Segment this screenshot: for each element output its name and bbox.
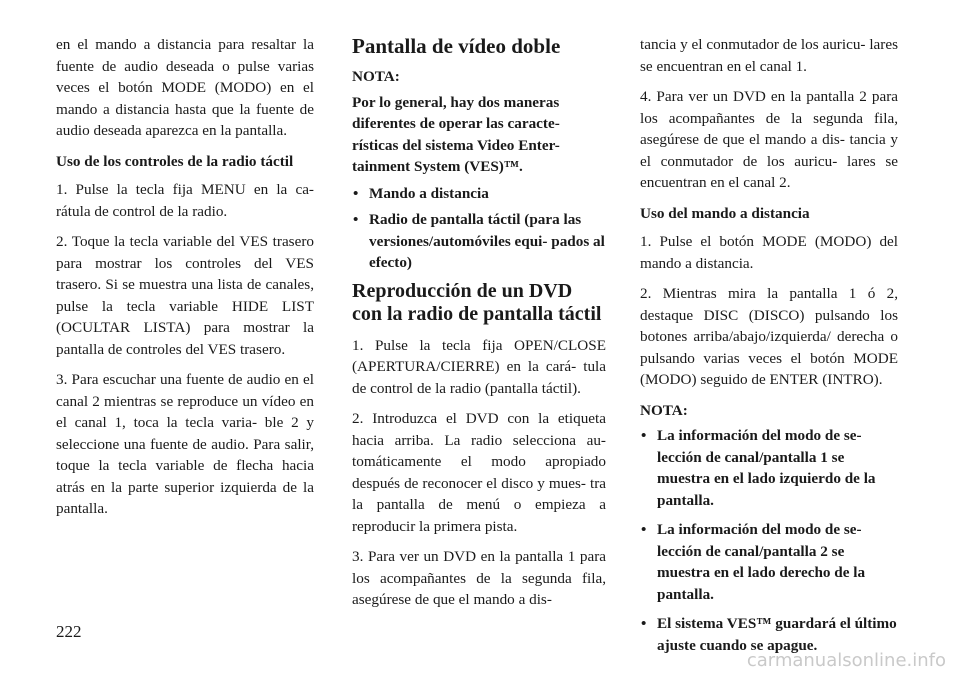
step-1: 1. Pulse la tecla fija OPEN/CLOSE (APERTURA/CIERRE) en la cará- tula de control de la radio (pantalla táctil). <box>352 336 606 397</box>
step-3: 3. Para ver un DVD en la pantalla 1 para los acompañantes de la segunda fila, asegúrese de que el mando a dis- <box>352 548 606 608</box>
step-1: 1. Pulse el botón MODE (MODO) del mando a distancia. <box>640 233 898 272</box>
bullet-item: • Radio de pantalla táctil (para las versiones/automóviles equi- pados al efecto) <box>352 209 606 274</box>
bullet-item: • La información del modo de se- lección de canal/pantalla 2 se muestra en el lado derecho de la pantalla. <box>640 519 898 605</box>
heading-dvd-playback: Reproducción de un DVD con la radio de pantalla táctil <box>352 279 602 325</box>
bullet-item: • Mando a distancia <box>352 183 606 205</box>
heading-dual-video: Pantalla de vídeo doble <box>352 34 561 58</box>
page-number: 222 <box>56 622 82 641</box>
bullet-list <box>640 425 898 656</box>
bullet-list <box>352 183 606 274</box>
step-2: 2. Toque la tecla variable del VES trasero para mostrar los controles del VES trasero. Si se muestra una lista de canales, pulse la tecla variable HIDE LIST (OCULTAR LISTA) para mostrar la pantalla de controles del VES trasero. <box>56 233 314 358</box>
note-label: NOTA: <box>352 68 400 85</box>
paragraph-continuation: tancia y el conmutador de los auricu- lares se encuentran en el canal 1. <box>640 36 898 75</box>
subheading-radio-controls: Uso de los controles de la radio táctil <box>56 152 294 170</box>
paragraph-intro: en el mando a distancia para resaltar la fuente de audio deseada o pulse varias veces el botón MODE (MODO) en el mando a distancia hasta que la fuente de audio deseada aparezca en la pantalla. <box>56 36 314 139</box>
column-right <box>640 34 898 664</box>
step-4: 4. Para ver un DVD en la pantalla 2 para los acompañantes de la segunda fila, asegúrese de que el mando a dis- tancia y el conmutador de los auricu- lares se encuentran en el canal 2. <box>640 88 898 191</box>
column-left <box>56 34 314 529</box>
watermark-text: carmanualsonline.info <box>746 650 946 671</box>
step-2: 2. Introduzca el DVD con la etiqueta hacia arriba. La radio selecciona au- tomáticamente el modo apropiado después de reconocer el disco y mues- tra la pantalla de menú o empieza a reproducir la primera pista. <box>352 410 606 535</box>
bullet-item: • El sistema VES™ guardará el último ajuste cuando se apague. <box>640 613 898 656</box>
column-middle <box>352 34 606 620</box>
note-text: Por lo general, hay dos maneras diferentes de operar las caracte- rísticas del sistema Video Enter- tainment System (VES)™. <box>352 93 560 175</box>
step-2: 2. Mientras mira la pantalla 1 ó 2, destaque DISC (DISCO) pulsando los botones arriba/abajo/izquierda/ derecha o pulsando varias veces el botón MODE (MODO) seguido de ENTER (INTRO). <box>640 285 898 388</box>
bullet-item: • La información del modo de se- lección de canal/pantalla 1 se muestra en el lado izquierdo de la pantalla. <box>640 425 898 511</box>
subheading-remote-control: Uso del mando a distancia <box>640 204 810 222</box>
step-1: 1. Pulse la tecla fija MENU en la ca- rátula de control de la radio. <box>56 181 314 220</box>
step-3: 3. Para escuchar una fuente de audio en el canal 2 mientras se reproduce un vídeo en el canal 1, toca la tecla varia- ble 2 y seleccione una fuente de audio. Para salir, toque la tecla variable de flecha hacia atrás en la parte superior izquierda de la pantalla. <box>56 371 314 517</box>
note-label: NOTA: <box>640 401 688 419</box>
